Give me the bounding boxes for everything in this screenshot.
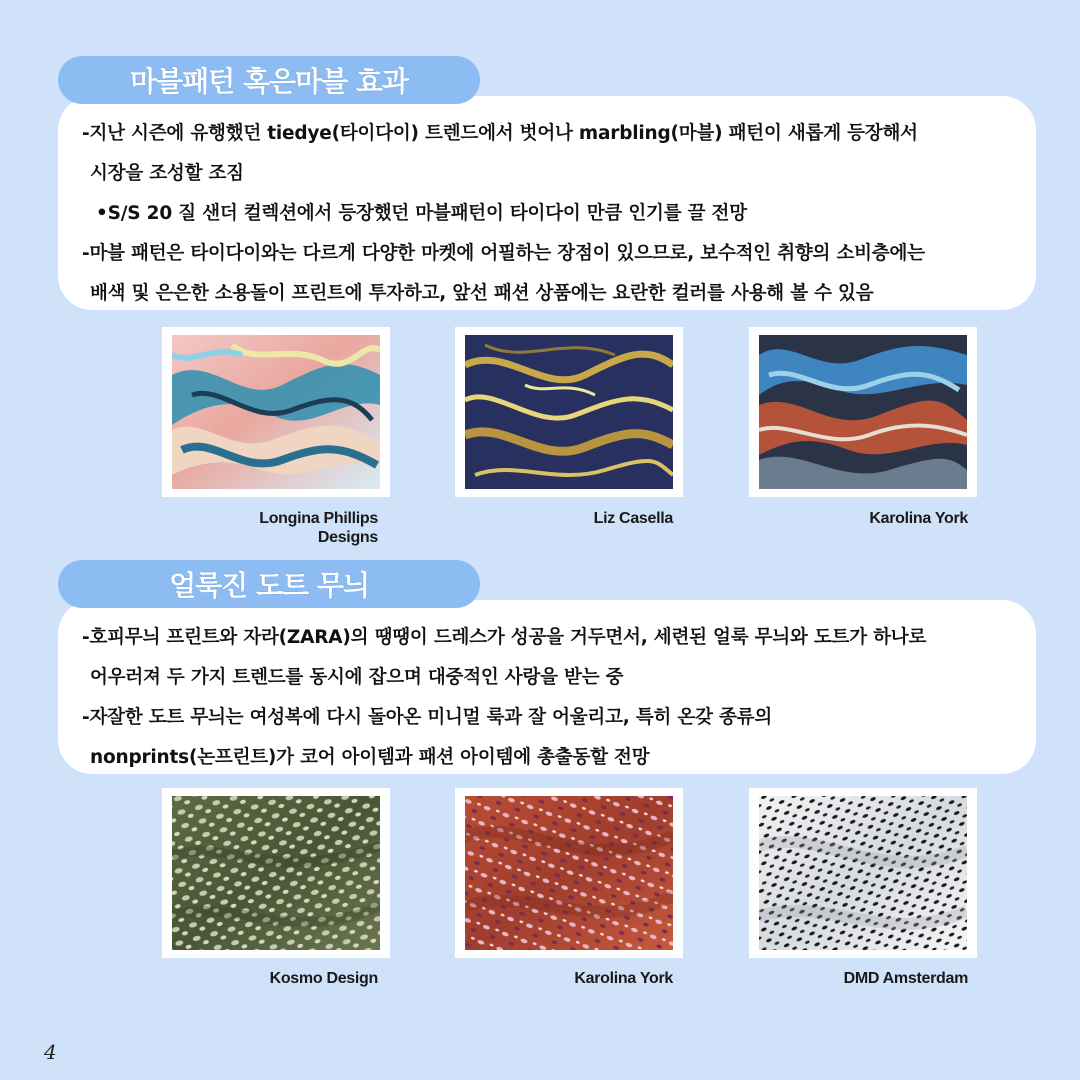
dot-swatch-dmd-amsterdam <box>749 788 977 958</box>
section2-text-card <box>58 600 1036 774</box>
caption-karolina-york-2 <box>413 969 673 988</box>
caption-longina-phillips <box>118 509 378 547</box>
dot-swatch-kosmo <box>162 788 390 958</box>
section1-line-4: -마블 패턴은 타이다이와는 다르게 다양한 마켓에 어필하는 장점이 있으므로, 보수적인 취향의 소비층에는 <box>82 243 925 264</box>
caption-text: Liz Casella <box>593 510 673 527</box>
section1-line-2: 시장을 조성할 조짐 <box>90 163 244 184</box>
caption-karolina-york-1 <box>708 509 968 528</box>
section2-line-3: -자잘한 도트 무늬는 여성복에 다시 돌아온 미니멀 룩과 잘 어울리고, 특히 온갖 종류의 <box>82 707 773 728</box>
section2-line-4: nonprints(논프린트)가 코어 아이템과 패션 아이템에 총출동할 전망 <box>90 747 650 768</box>
caption-text: Karolina York <box>574 970 673 987</box>
section2-title-pill <box>58 560 480 608</box>
section1-line-5: 배색 및 은은한 소용돌이 프린트에 투자하고, 앞선 패션 상품에는 요란한 컬러를 사용해 볼 수 있음 <box>90 283 874 304</box>
caption-text: DMD Amsterdam <box>843 970 968 987</box>
section2-line-1: -호피무늬 프린트와 자라(ZARA)의 땡땡이 드레스가 성공을 거두면서, 세련된 얼룩 무늬와 도트가 하나로 <box>82 627 927 648</box>
marble-swatch-karolina-york <box>749 327 977 497</box>
marble-swatch-liz-casella <box>455 327 683 497</box>
page-number: 4 <box>44 1040 57 1064</box>
section2-line-2: 어우러져 두 가지 트렌드를 동시에 잡으며 대중적인 사랑을 받는 중 <box>90 667 624 688</box>
marble-swatch-longina <box>162 327 390 497</box>
caption-liz-casella <box>413 509 673 528</box>
caption-dmd-amsterdam <box>708 969 968 988</box>
caption-kosmo-design <box>118 969 378 988</box>
section1-line-1: -지난 시즌에 유행했던 tiedye(타이다이) 트렌드에서 벗어나 marbling(마블) 패턴이 새롭게 등장해서 <box>82 123 918 144</box>
caption-text: Kosmo Design <box>269 970 378 987</box>
section2-title: 얼룩진 도트 무늬 <box>169 569 369 602</box>
section1-title-pill <box>58 56 480 104</box>
section1-title: 마블패턴 혹은마블 효과 <box>130 65 408 98</box>
section1-line-3: •S/S 20 질 샌더 컬렉션에서 등장했던 마블패턴이 타이다이 만큼 인기를 끌 전망 <box>96 203 747 224</box>
dot-swatch-karolina-york <box>455 788 683 958</box>
caption-text: Longina Phillips Designs <box>259 510 378 546</box>
caption-text: Karolina York <box>869 510 968 527</box>
section1-text-card <box>58 96 1036 310</box>
